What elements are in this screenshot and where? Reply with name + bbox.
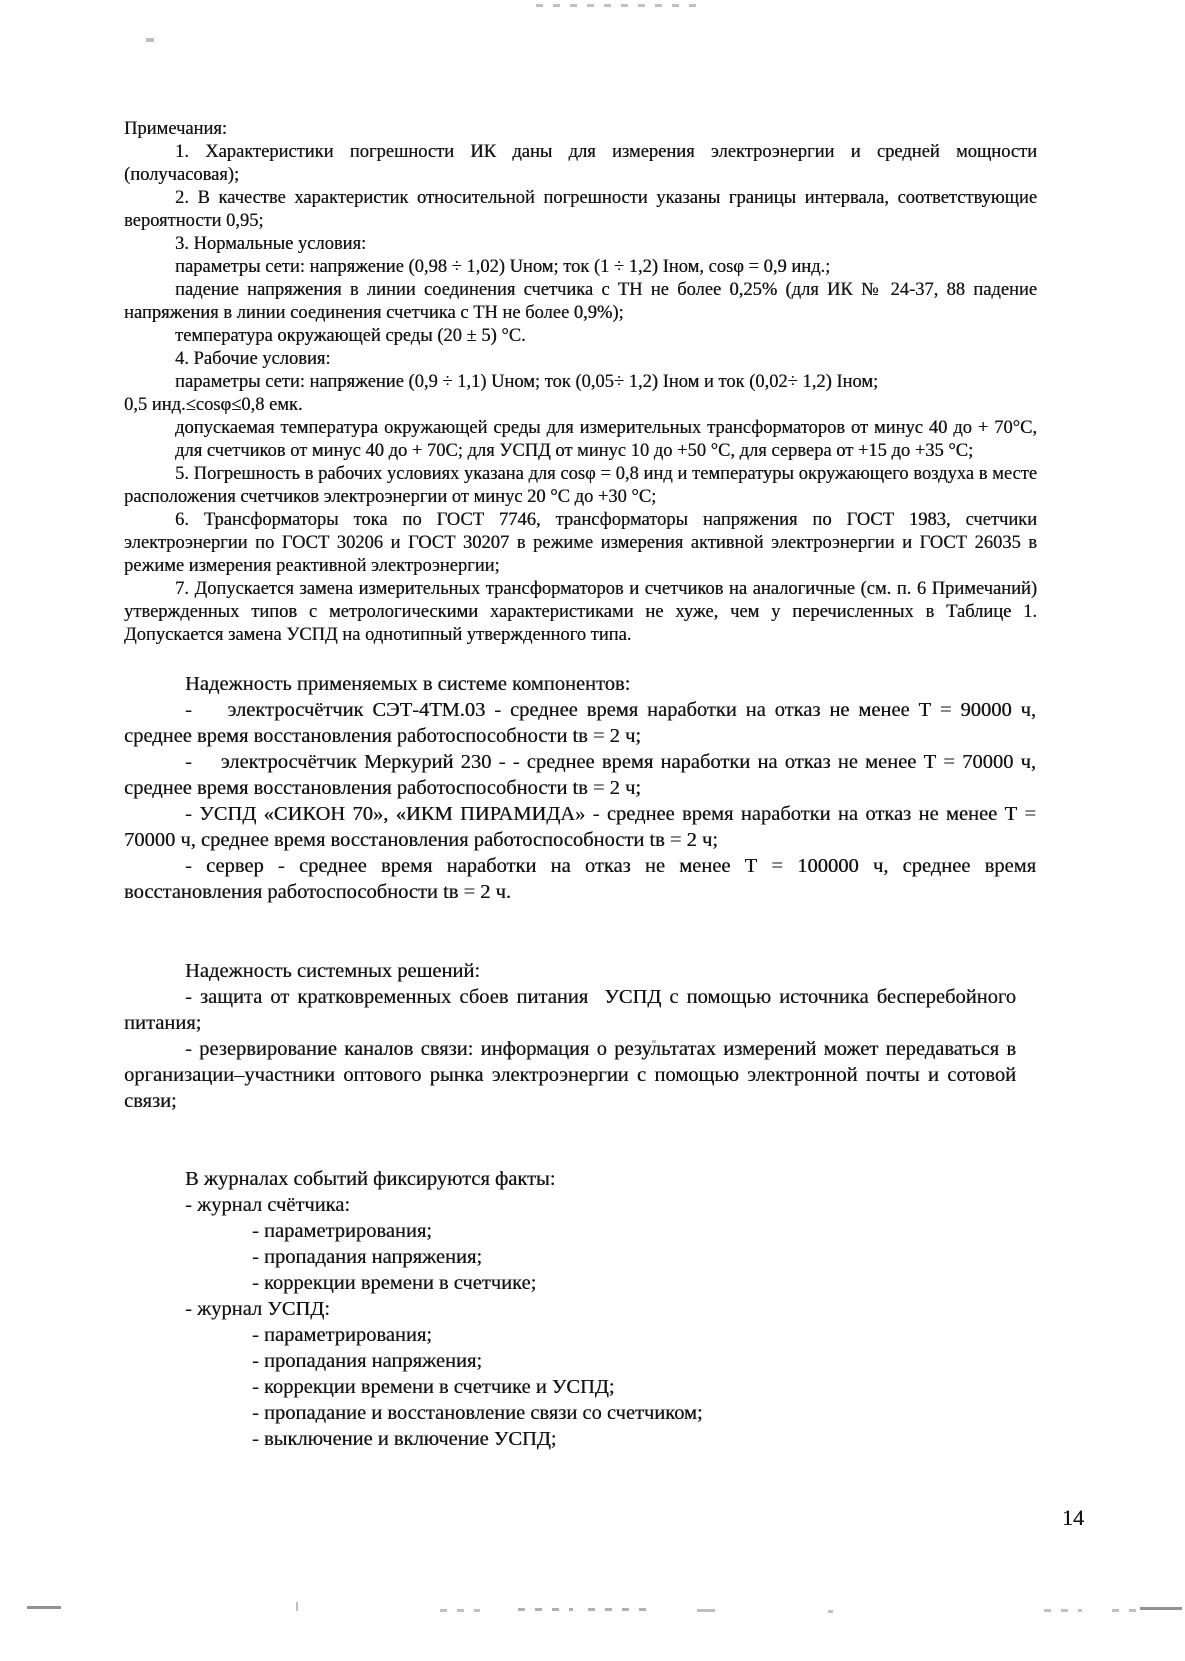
scan-artifact-top	[536, 4, 706, 7]
paragraph: - коррекции времени в счетчике;	[252, 1272, 537, 1294]
paragraph: - электросчётчик СЭТ-4ТМ.03 - среднее время наработки на отказ не менее Т = 90000 ч, среднее время восстановления работоспособности tв = 2 ч;	[124, 699, 1036, 747]
paragraph: - пропадания напряжения;	[252, 1246, 483, 1268]
scan-artifact-bottom	[1044, 1609, 1082, 1612]
scan-artifact-bottom	[588, 1608, 653, 1611]
paragraph: - защита от кратковременных сбоев питания УСПД с помощью источника бесперебойного питания;	[124, 986, 1016, 1034]
paragraph: - УСПД «СИКОН 70», «ИКМ ПИРАМИДА» - среднее время наработки на отказ не менее Т = 70000 ч, среднее время восстановления работоспособности tв = 2 ч;	[124, 803, 1036, 851]
event-logs-section	[124, 1166, 1036, 1452]
paragraph: 2. В качестве характеристик относительной погрешности указаны границы интервала, соответствующие вероятности 0,95;	[124, 188, 1037, 231]
paragraph: - электросчётчик Меркурий 230 - - среднее время наработки на отказ не менее Т = 70000 ч, среднее время восстановления работоспособности tв = 2 ч;	[124, 751, 1036, 799]
scan-artifact-bottom	[1112, 1609, 1140, 1612]
paragraph: - параметрирования;	[252, 1220, 432, 1242]
paragraph: - сервер - среднее время наработки на отказ не менее Т = 100000 ч, среднее время восстановления работоспособности tв = 2 ч.	[124, 855, 1036, 903]
scan-artifact-bottom	[440, 1609, 480, 1612]
paragraph: 0,5 инд.≤cosφ≤0,8 емк.	[124, 395, 303, 415]
paragraph: 1. Характеристики погрешности ИК даны для измерения электроэнергии и средней мощности (получасовая);	[124, 142, 1037, 185]
scan-artifact-bottom	[518, 1608, 573, 1611]
page-number: 14	[1062, 1505, 1084, 1530]
paragraph: Надежность применяемых в системе компонентов:	[185, 673, 631, 695]
paragraph: 6. Трансформаторы тока по ГОСТ 7746, трансформаторы напряжения по ГОСТ 1983, счетчики электроэнергии по ГОСТ 30206 и ГОСТ 30207 в режиме измерения активной электроэнергии и ГОСТ 26035 в режиме измерения реактивной электроэнергии;	[124, 510, 1037, 576]
paragraph: - журнал счётчика:	[185, 1194, 351, 1216]
paragraph: параметры сети: напряжение (0,98 ÷ 1,02) Uном; ток (1 ÷ 1,2) Iном, cosφ = 0,9 инд.;	[175, 257, 831, 277]
paragraph: - параметрирования;	[252, 1324, 432, 1346]
paragraph: В журналах событий фиксируются факты:	[185, 1168, 556, 1190]
scan-artifact-bottom	[1140, 1607, 1182, 1610]
paragraph: - пропадание и восстановление связи со счетчиком;	[252, 1402, 703, 1424]
paragraph: параметры сети: напряжение (0,9 ÷ 1,1) Uном; ток (0,05÷ 1,2) Iном и ток (0,02÷ 1,2) Iном;	[175, 372, 879, 392]
scan-artifact-speck	[146, 38, 154, 42]
paragraph: - пропадания напряжения;	[252, 1350, 483, 1372]
paragraph: 3. Нормальные условия:	[175, 234, 367, 254]
paragraph: 5. Погрешность в рабочих условиях указана для cosφ = 0,8 инд и температуры окружающего воздуха в месте расположения счетчиков электроэнергии от минус 20 °С до +30 °С;	[124, 464, 1037, 507]
paragraph: - выключение и включение УСПД;	[252, 1428, 557, 1450]
paragraph: допускаемая температура окружающей среды для измерительных трансформаторов от минус 40 до + 70°С, для счетчиков от минус 40 до + 70С; для УСПД от минус 10 до +50 °С, для сервера от +15 до +35 °С;	[175, 418, 1037, 461]
paragraph: 4. Рабочие условия:	[175, 349, 331, 369]
scan-artifact-bottom	[697, 1609, 715, 1612]
scan-artifact-bottom	[828, 1610, 833, 1613]
reliability-system-section	[124, 958, 1016, 1114]
paragraph: Надежность системных решений:	[185, 960, 481, 982]
paragraph: - резервирование каналов связи: информация о результатах измерений может передаваться в организации–участники оптового рынка электроэнергии с помощью электронной почты и сотовой связи;	[124, 1038, 1016, 1112]
paragraph: падение напряжения в линии соединения счетчика с ТН не более 0,25% (для ИК № 24-37, 88 падение напряжения в линии соединения счетчика с ТН не более 0,9%);	[124, 280, 1037, 323]
paragraph: - коррекции времени в счетчике и УСПД;	[252, 1376, 615, 1398]
paragraph: температура окружающей среды (20 ± 5) °С.	[175, 326, 526, 346]
paragraph: Примечания:	[124, 119, 227, 139]
paragraph: - журнал УСПД:	[185, 1298, 330, 1320]
scan-artifact-bottom	[27, 1606, 61, 1609]
reliability-components-section	[124, 671, 1036, 905]
notes-section	[124, 118, 1037, 647]
scan-artifact-bottom	[296, 1602, 298, 1611]
paragraph: 7. Допускается замена измерительных трансформаторов и счетчиков на аналогичные (см. п. 6 Примечаний) утвержденных типов с метрологическими характеристиками не хуже, чем у перечисленных в Таблице 1. Допускается замена УСПД на однотипный утвержденного типа.	[124, 579, 1037, 645]
